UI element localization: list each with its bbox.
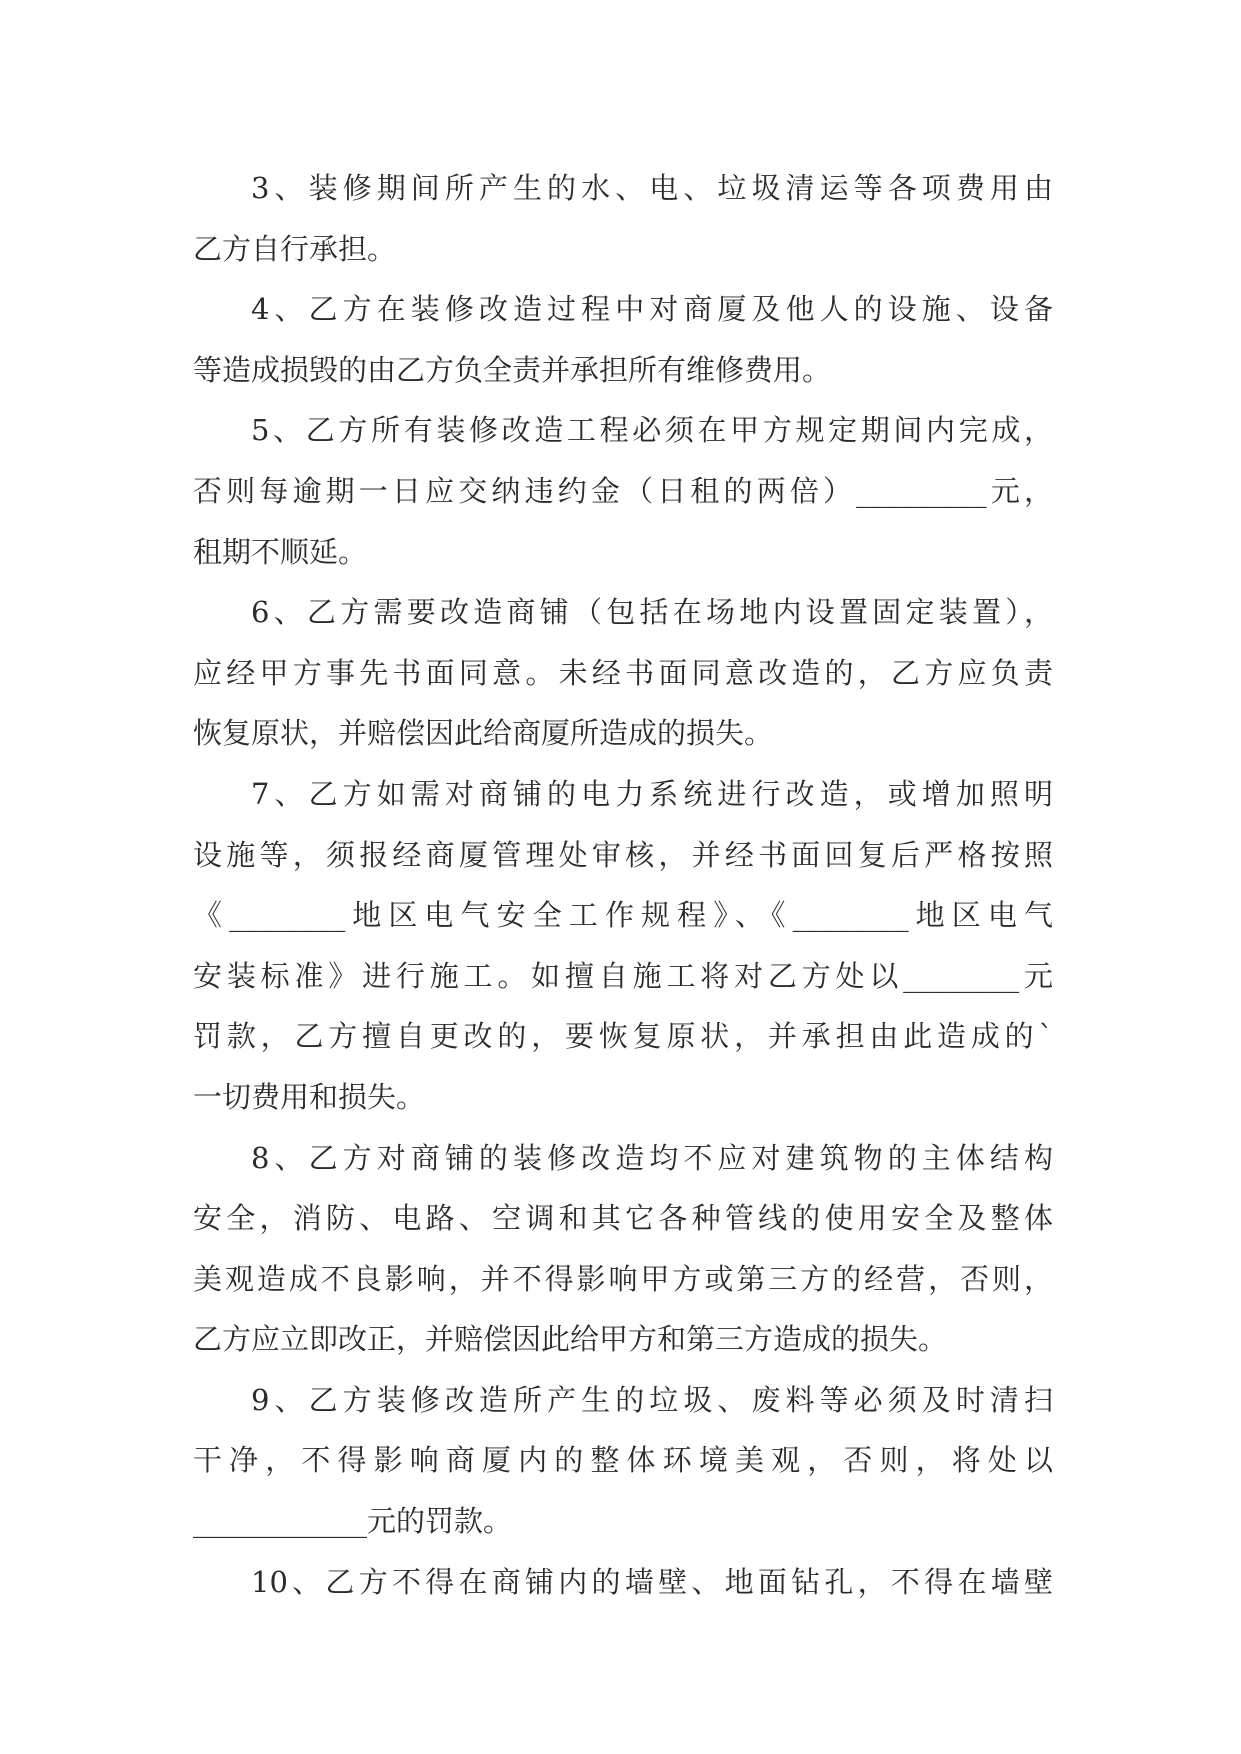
clause-3 [193,158,1053,279]
text-line: 9、乙方装修改造所产生的垃圾、废料等必须及时清扫 [251,1382,1053,1417]
text-line: 设施等，须报经商厦管理处审核，并经书面回复后严格按照 [193,837,1053,872]
text-line: 一切费用和损失。 [193,1079,426,1114]
document-body [193,158,1053,1612]
text-line: 美观造成不良影响，并不得影响甲方或第三方的经营，否则， [193,1261,1053,1296]
clause-10 [193,1552,1053,1613]
text-line: 6、乙方需要改造商铺（包括在场地内设置固定装置）， [251,595,1053,630]
text-line: 恢复原状，并赔偿因此给商厦所造成的损失。 [193,716,774,751]
text-line: ____________元的罚款。 [193,1504,513,1539]
text-line: 安装标准》进行施工。如擅自施工将对乙方处以________元 [193,958,1053,993]
text-line: 8、乙方对商铺的装修改造均不应对建筑物的主体结构 [251,1140,1053,1175]
text-line: 应经甲方事先书面同意。未经书面同意改造的，乙方应负责 [193,655,1053,690]
text-line: 《________地区电气安全工作规程》、《________地区电气 [193,898,1053,933]
text-line: 租期不顺延。 [193,534,368,569]
text-line: 乙方应立即改正，并赔偿因此给甲方和第三方造成的损失。 [193,1322,948,1357]
text-line: 否则每逾期一日应交纳违约金（日租的两倍）_________元， [193,473,1053,508]
clause-6 [193,582,1053,764]
text-line: 乙方自行承担。 [193,231,397,266]
text-line: 5、乙方所有装修改造工程必须在甲方规定期间内完成， [251,413,1053,448]
clause-4 [193,279,1053,400]
text-line: 10、乙方不得在商铺内的墙壁、地面钻孔，不得在墙壁 [251,1564,1053,1599]
text-line: 罚款，乙方擅自更改的，要恢复原状，并承担由此造成的` [193,1019,1053,1054]
clause-9 [193,1370,1053,1552]
text-line: 4、乙方在装修改造过程中对商厦及他人的设施、设备 [251,292,1053,327]
text-line: 3、装修期间所产生的水、电、垃圾清运等各项费用由 [251,171,1053,205]
clause-7 [193,764,1053,1128]
text-line: 等造成损毁的由乙方负全责并承担所有维修费用。 [193,352,832,387]
clause-8 [193,1128,1053,1370]
text-line: 安全，消防、电路、空调和其它各种管线的使用安全及整体 [193,1201,1053,1236]
text-line: 7、乙方如需对商铺的电力系统进行改造，或增加照明 [251,776,1053,811]
clause-5 [193,400,1053,582]
text-line: 干净，不得影响商厦内的整体环境美观，否则，将处以 [193,1443,1053,1478]
